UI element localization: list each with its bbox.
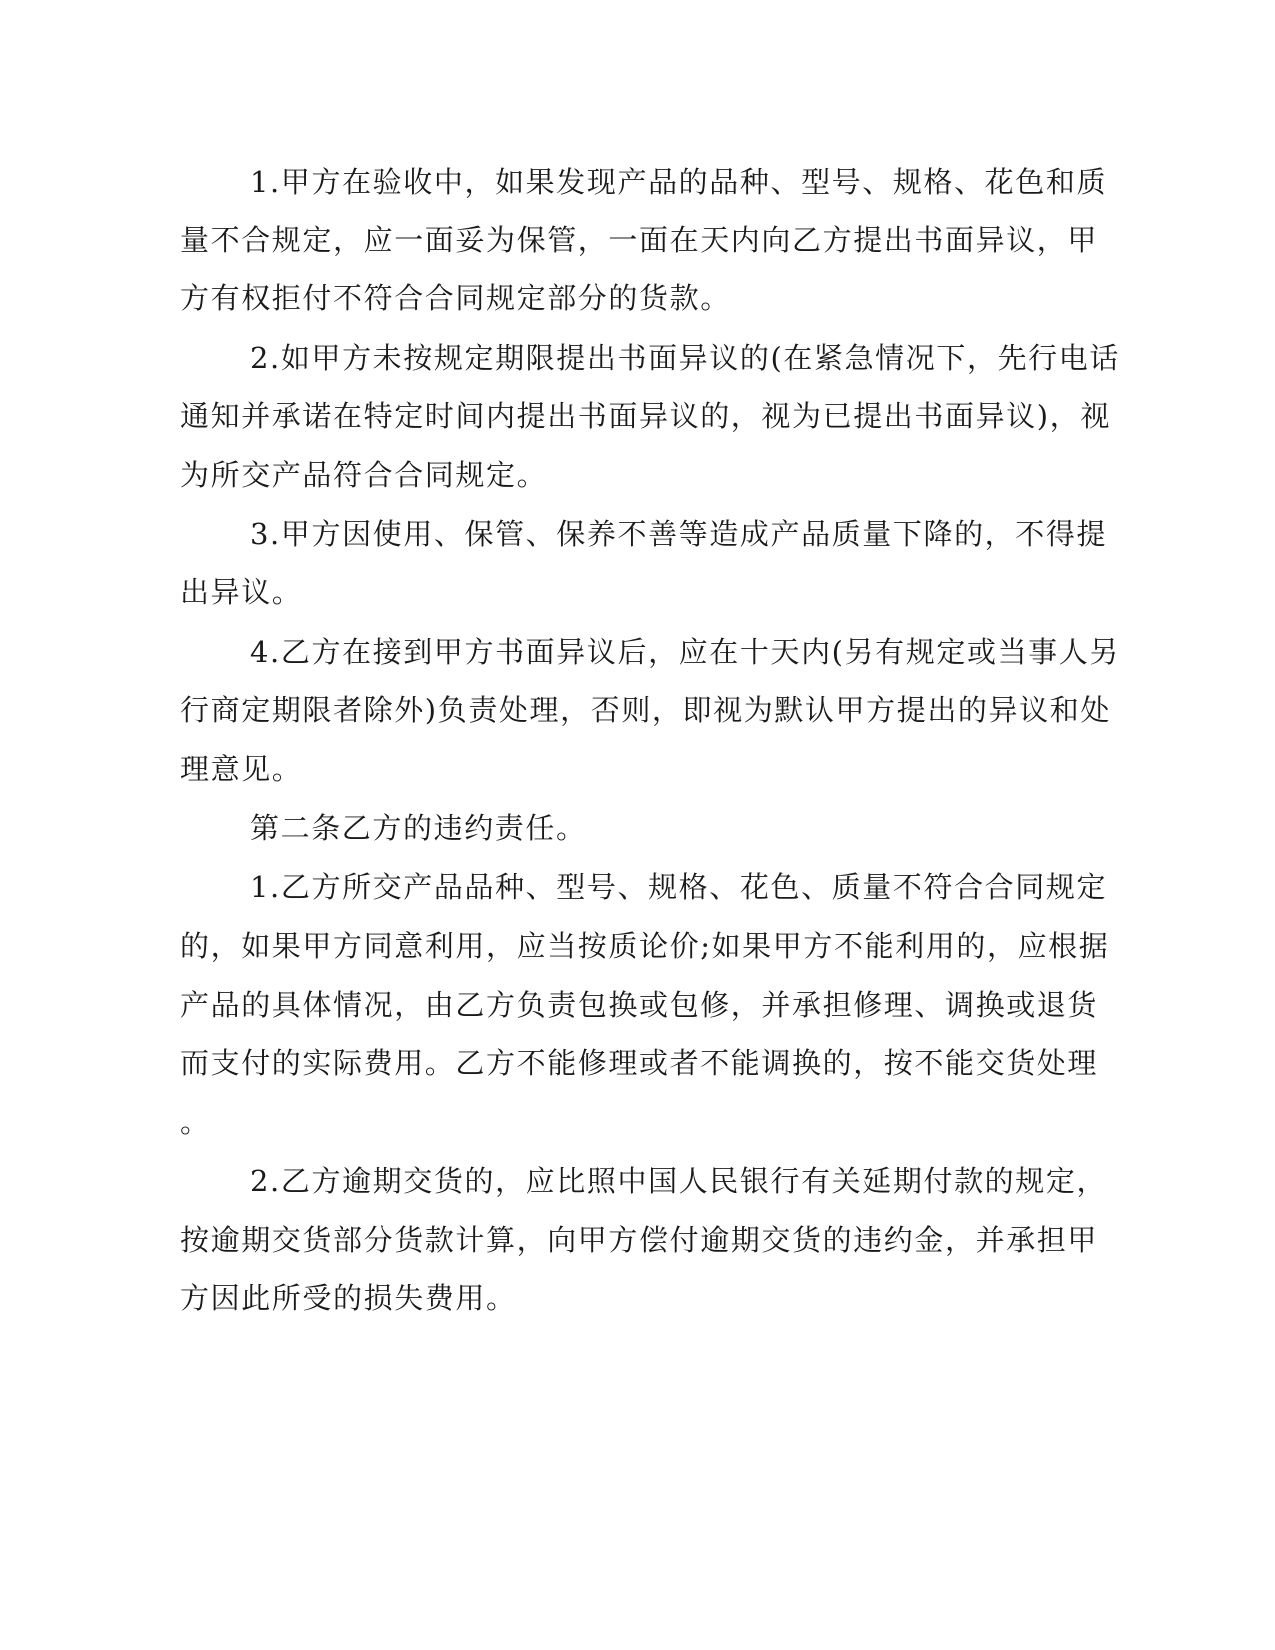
text-line: 1.乙方所交产品品种、型号、规格、花色、质量不符合合同规定 xyxy=(250,870,1108,904)
text-line: 2.如甲方未按规定期限提出书面异议的(在紧急情况下，先行电话 xyxy=(250,341,1120,375)
text-line: 。 xyxy=(180,1105,211,1139)
text-line: 出异议。 xyxy=(180,575,303,609)
section-heading: 第二条乙方的违约责任。 xyxy=(250,811,587,845)
text-line: 为所交产品符合合同规定。 xyxy=(180,458,548,492)
text-line: 而支付的实际费用。乙方不能修理或者不能调换的，按不能交货处理 xyxy=(180,1046,1099,1080)
text-line: 按逾期交货部分货款计算，向甲方偿付逾期交货的违约金，并承担甲 xyxy=(180,1223,1099,1257)
text-line: 1.甲方在验收中，如果发现产品的品种、型号、规格、花色和质 xyxy=(250,165,1108,199)
text-line: 3.甲方因使用、保管、保养不善等造成产品质量下降的，不得提 xyxy=(250,517,1108,551)
text-line: 行商定期限者除外)负责处理，否则，即视为默认甲方提出的异议和处 xyxy=(180,693,1111,727)
text-line: 的，如果甲方同意利用，应当按质论价;如果甲方不能利用的，应根据 xyxy=(180,929,1110,963)
text-line: 方有权拒付不符合合同规定部分的货款。 xyxy=(180,281,731,315)
text-line: 方因此所受的损失费用。 xyxy=(180,1281,517,1315)
text-line: 通知并承诺在特定时间内提出书面异议的，视为已提出书面异议)，视 xyxy=(180,399,1111,433)
text-line: 量不合规定，应一面妥为保管，一面在天内向乙方提出书面异议，甲 xyxy=(180,223,1099,257)
text-line: 产品的具体情况，由乙方负责包换或包修，并承担修理、调换或退货 xyxy=(180,988,1099,1022)
text-line: 2.乙方逾期交货的，应比照中国人民银行有关延期付款的规定， xyxy=(250,1164,1108,1198)
text-line: 理意见。 xyxy=(180,752,303,786)
text-line: 4.乙方在接到甲方书面异议后，应在十天内(另有规定或当事人另 xyxy=(250,635,1120,669)
